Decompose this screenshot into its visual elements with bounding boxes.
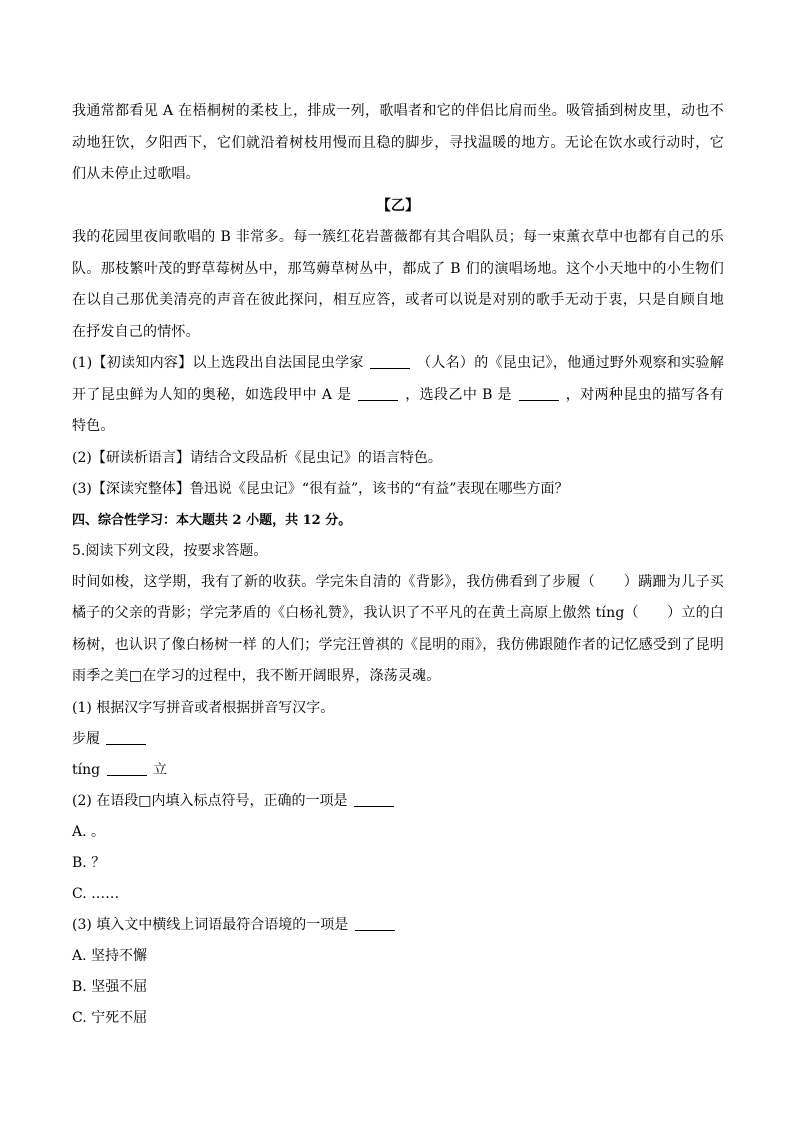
answer-blank-author[interactable] <box>370 354 410 369</box>
q5-sub2-option-b[interactable]: B. ？ <box>72 854 106 871</box>
q5-sub1-item2 <box>72 755 724 786</box>
exam-page <box>72 96 724 1034</box>
q5-sub1-item2-tail: 立 <box>153 761 167 778</box>
q5-sub3-option-a[interactable]: A. 坚持不懈 <box>72 947 148 964</box>
section-4-heading: 四、综合性学习：本大题共 2 小题，共 12 分。 <box>72 512 352 528</box>
q4-sub1-part-b: （人名）的《昆虫记》，他通过野外观察和实验解开了昆虫鲜为人知的奥秘，如选段甲中 A 是 <box>72 355 725 403</box>
q5-sub1-item2-label: tíng <box>72 761 101 778</box>
passage-yi: 我的花园里夜间歌唱的 B 非常多。每一簇红花岩蔷薇都有其合唱队员；每一束薰衣草中也都有自己的乐队。那枝繁叶茂的野草莓树丛中，那笃薅草树丛中，都成了 B 们的演唱场地。这个小天地中的小生物们在以自己那优美清亮的声音在彼此探问，相互应答，或者可以说是对别的歌手无动于衷，只是自顾自地在抒发自己的情怀。 <box>72 229 724 340</box>
answer-blank-word[interactable] <box>355 916 395 931</box>
q4-sub1 <box>72 348 724 443</box>
q5-sub2-option-a[interactable]: A. 。 <box>72 823 106 840</box>
q5-sub3 <box>72 910 724 941</box>
answer-blank-punctuation[interactable] <box>354 792 394 807</box>
q4-sub1-part-d: ，对两种昆虫的描写各有特色。 <box>72 386 725 434</box>
q5-passage <box>72 567 724 693</box>
answer-blank-insect-a[interactable] <box>358 386 398 401</box>
answer-blank-insect-b[interactable] <box>519 386 559 401</box>
q5-sub1-item1-label: 步履 <box>72 730 100 747</box>
q5-passage-part-b: 在学习的过程中，我不断开阔眼界，涤荡灵魂。 <box>142 668 441 684</box>
punctuation-box: □ <box>128 668 143 684</box>
q4-sub2: (2)【研读析语言】请结合文段品析《昆虫记》的语言特色。 <box>72 449 442 466</box>
answer-blank-hanzi[interactable] <box>107 761 147 776</box>
q5-sub2-option-c[interactable]: C. …… <box>72 885 120 902</box>
passage-yi-heading: 【乙】 <box>376 197 420 214</box>
q5-sub1: (1) 根据汉字写拼音或者根据拼音写汉字。 <box>72 699 335 716</box>
q5-sub3-option-c[interactable]: C. 宁死不屈 <box>72 1009 148 1026</box>
q5-intro: 5.阅读下列文段，按要求答题。 <box>72 542 268 559</box>
q4-sub3: (3)【深读究整体】鲁迅说《昆虫记》“很有益”，该书的“有益”表现在哪些方面？ <box>72 480 569 497</box>
q4-sub1-part-a: (1)【初读知内容】以上选段出自法国昆虫学家 <box>72 355 364 371</box>
q5-sub2 <box>72 786 724 817</box>
q4-sub1-part-c: ，选段乙中 B 是 <box>405 386 512 403</box>
q5-sub3-option-b[interactable]: B. 坚强不屈 <box>72 978 148 995</box>
q5-sub1-item1 <box>72 724 724 755</box>
answer-blank-pinyin[interactable] <box>106 730 146 745</box>
passage-jia: 我通常都看见 A 在梧桐树的柔枝上，排成一列，歌唱者和它的伴侣比肩而坐。吸管插到树皮里，动也不动地狂饮，夕阳西下，它们就沿着树枝用慢而且稳的脚步，寻找温暖的地方。无论在饮水或行动时，它们从未停止过歌唱。 <box>72 103 724 182</box>
q5-passage-part-a: 时间如梭，这学期，我有了新的收获。学完朱自清的《背影》，我仿佛看到了步履（ ）蹒跚为儿子买橘子的父亲的背影；学完茅盾的《白杨礼赞》，我认识了不平凡的在黄土高原上傲然 tíng（ ）立的白杨树，也认识了像白杨树一样 的人们；学完汪曾祺的《昆明的雨》，我仿佛跟随作者的记忆感受到了昆明雨季之美 <box>72 573 724 684</box>
q5-sub2-text: (2) 在语段□内填入标点符号，正确的一项是 <box>72 792 348 809</box>
q5-sub3-text: (3) 填入文中横线上词语最符合语境的一项是 <box>72 916 349 933</box>
